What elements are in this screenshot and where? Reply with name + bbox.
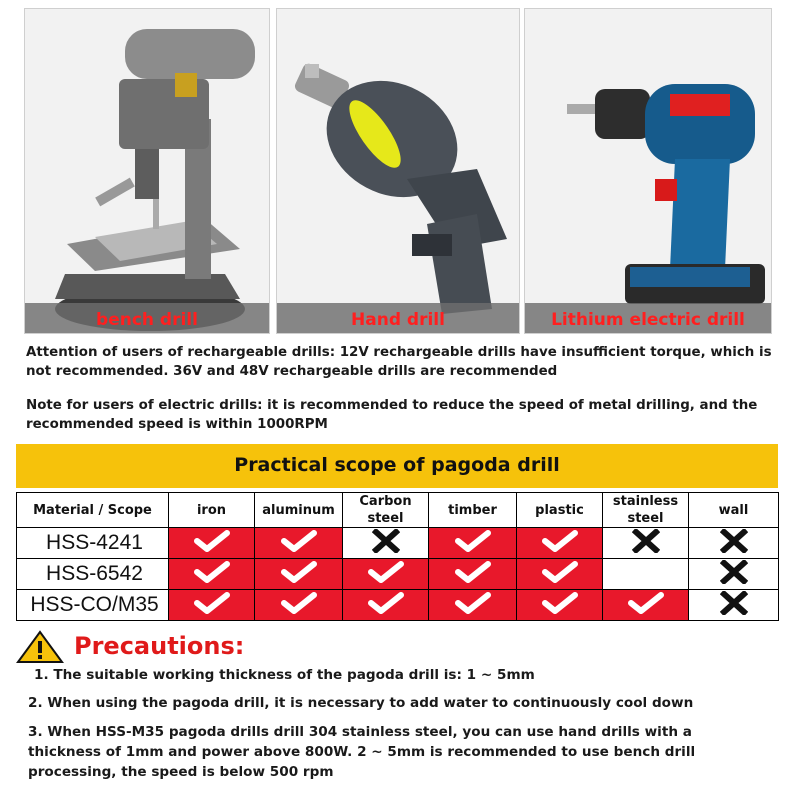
- x-cell: [689, 559, 779, 590]
- x-icon: [720, 560, 748, 588]
- table-header-row: [17, 493, 779, 528]
- header-wall: wall: [689, 493, 779, 528]
- check-cell: [517, 590, 603, 621]
- scope-table: [16, 492, 779, 621]
- header-stainless-steel: stainless steel: [603, 493, 689, 528]
- check-icon: [455, 561, 491, 587]
- check-icon: [542, 592, 578, 618]
- x-cell: [689, 528, 779, 559]
- check-cell: [255, 559, 343, 590]
- precaution-item-3: 3. When HSS-M35 pagoda drills drill 304 stainless steel, you can use hand drills with a thickness of 1mm and power above 800W. 2 ~ 5mm is recommended to use bench drill processing, the speed is below 500 rpm: [28, 724, 696, 780]
- hand-drill-photo: [276, 8, 520, 334]
- check-cell: [429, 528, 517, 559]
- header-aluminum: aluminum: [255, 493, 343, 528]
- blank-cell: [603, 559, 689, 590]
- precautions-title: Precautions:: [74, 632, 245, 660]
- lithium-drill-photo: [524, 8, 772, 334]
- lithium-drill-icon: [525, 9, 772, 334]
- table-row: [17, 528, 779, 559]
- check-icon: [455, 592, 491, 618]
- model-cell: HSS-CO/M35: [17, 590, 169, 621]
- table-row: [17, 559, 779, 590]
- x-cell: [603, 528, 689, 559]
- x-icon: [372, 529, 400, 557]
- check-icon: [194, 530, 230, 556]
- check-icon: [281, 530, 317, 556]
- check-cell: [429, 590, 517, 621]
- check-cell: [169, 559, 255, 590]
- header-iron: iron: [169, 493, 255, 528]
- precautions-header: [14, 628, 314, 668]
- header-timber: timber: [429, 493, 517, 528]
- check-icon: [281, 561, 317, 587]
- check-cell: [517, 559, 603, 590]
- x-icon: [720, 591, 748, 619]
- x-cell: [343, 528, 429, 559]
- check-cell: [343, 590, 429, 621]
- check-icon: [194, 561, 230, 587]
- check-icon: [455, 530, 491, 556]
- scope-title: Practical scope of pagoda drill: [16, 444, 778, 488]
- check-icon: [368, 561, 404, 587]
- bench-drill-caption: bench drill: [25, 303, 269, 334]
- electric-drill-note: Note for users of electric drills: it is recommended to reduce the speed of metal drilling, and the recommended speed is within 1000RPM: [26, 398, 758, 432]
- hand-drill-icon: [277, 9, 520, 334]
- check-cell: [603, 590, 689, 621]
- check-icon: [542, 561, 578, 587]
- check-icon: [368, 592, 404, 618]
- bench-drill-photo: [24, 8, 270, 334]
- check-icon: [628, 592, 664, 618]
- rechargeable-note: Attention of users of rechargeable drills: 12V rechargeable drills have insufficient torque, which is not recommended. 36V and 48V rechargeable drills are recommended: [26, 345, 772, 379]
- check-cell: [255, 528, 343, 559]
- header-material: Material / Scope: [17, 493, 169, 528]
- x-icon: [720, 529, 748, 557]
- check-icon: [542, 530, 578, 556]
- drill-photos: [24, 8, 772, 334]
- check-cell: [343, 559, 429, 590]
- x-cell: [689, 590, 779, 621]
- check-icon: [281, 592, 317, 618]
- precaution-item-2: 2. When using the pagoda drill, it is necessary to add water to continuously cool down: [28, 695, 694, 711]
- lithium-drill-caption: Lithium electric drill: [525, 303, 771, 334]
- precaution-item-1: 1. The suitable working thickness of the pagoda drill is: 1 ~ 5mm: [34, 667, 535, 683]
- check-cell: [517, 528, 603, 559]
- check-cell: [255, 590, 343, 621]
- model-cell: HSS-4241: [17, 528, 169, 559]
- check-cell: [429, 559, 517, 590]
- check-cell: [169, 590, 255, 621]
- bench-drill-icon: [25, 9, 270, 334]
- hand-drill-caption: Hand drill: [277, 303, 519, 334]
- table-row: [17, 590, 779, 621]
- model-cell: HSS-6542: [17, 559, 169, 590]
- x-icon: [632, 529, 660, 557]
- check-cell: [169, 528, 255, 559]
- header-plastic: plastic: [517, 493, 603, 528]
- warning-icon: [16, 630, 64, 664]
- header-carbon-steel: Carbon steel: [343, 493, 429, 528]
- check-icon: [194, 592, 230, 618]
